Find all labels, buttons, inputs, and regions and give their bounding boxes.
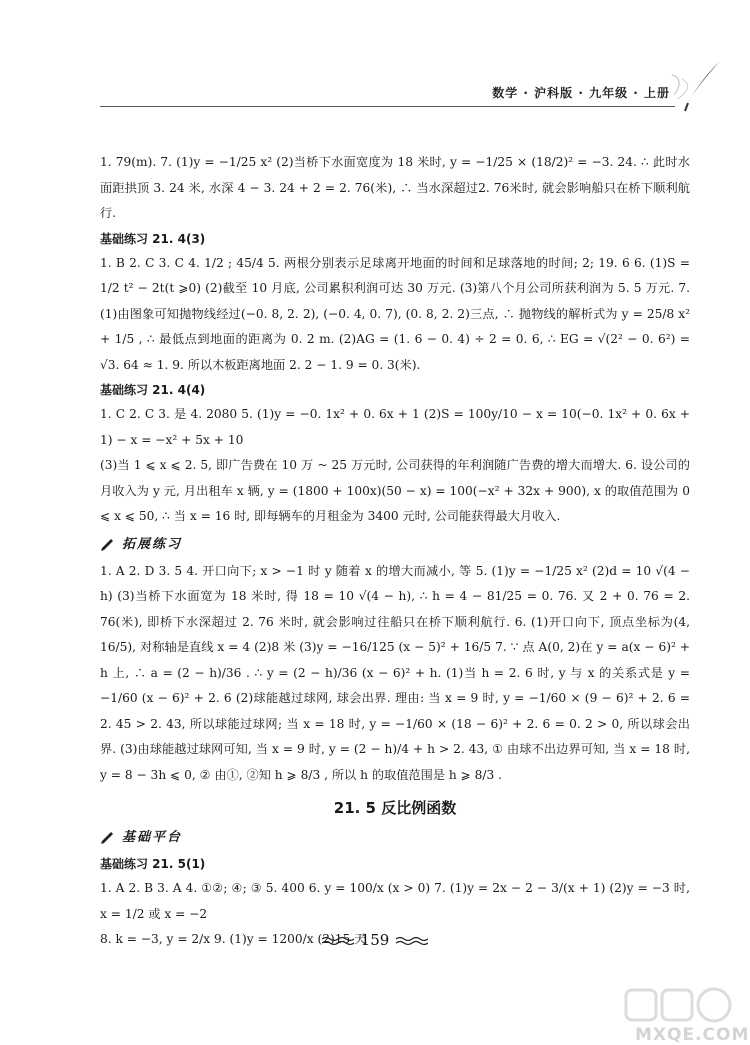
wave-ornament-icon bbox=[394, 936, 428, 946]
answer-paragraph: 1. A 2. D 3. 5 4. 开口向下; x > −1 时 y 随着 x 的增大而减小, 等 5. (1)y = −1/25 x² (2)d = 10 √(4 − h) (3)当桥下水面宽为 18 米时, 得 18 = 10 √(4 − h), ∴ h = 4 − 81/25 = 0. 76. 又 2 + 0. 76 = 2. 76(米), 即桥下水深超过 2. 76 米时, 就会影响过往船只在桥下顺利航行. 6. (1)开口向下, 顶点坐标为(4, 16/5), 对称轴是直线 x = 4 (2)8 米 (3)y = −16/125 (x − 5)² + 16/5 7. ∵ 点 A(0, 2)在 y = a(x − 6)² + h 上, ∴ a = (2 − h)/36 . ∴ y = (2 − h)/36 (x − 6)² + h. (1)当 h = 2. 6 时, y 与 x 的关系式是 y = −1/60 (x − 6)² + 2. 6 (2)球能越过球网, 球会出界. 理由: 当 x = 9 时, y = −1/60 × (9 − 6)² + 2. 6 = 2. 45 > 2. 43, 所以球能过球网; 当 x = 18 时, y = −1/60 × (18 − 6)² + 2. 6 = 0. 2 > 0, 所以球会出界. (3)由球能越过球网可知, 当 x = 9 时, y = (2 − h)/4 + h > 2. 43, ① 由球不出边界可知, 当 x = 18 时, y = 8 − 3h ⩽ 0, ② 由①, ②知 h ⩾ 8/3 , 所以 h 的取值范围是 h ⩾ 8/3 . bbox=[100, 563, 690, 782]
answer-paragraph: 1. 79(m). 7. (1)y = −1/25 x² (2)当桥下水面宽度为 18 米时, y = −1/25 × (18/2)² = −3. 24. ∴ 此时水面距拱顶 3. 24 米, 水深 4 − 3. 24 + 2 = 2. 76(米), ∴ 当水深超过2. 76米时, 就会影响船只在桥下顺利航行. bbox=[100, 155, 690, 220]
answer-paragraph: 1. A 2. B 3. A 4. ①②; ④; ③ 5. 400 6. y = 100/x (x > 0) 7. (1)y = 2x − 2 − 3/(x + 1) (2)y = −3 时, x = 1/2 或 x = −2 bbox=[100, 881, 690, 921]
quill-icon bbox=[668, 55, 728, 115]
answer-paragraph: 1. B 2. C 3. C 4. 1/2 ; 45/4 5. 两根分别表示足球离开地面的时间和足球落地的时间; 2; 19. 6 6. (1)S = 1/2 t² − 2t(t ⩾0) (2)截至 10 月底, 公司累积利润可达 30 万元. (3)第八个月公司所获利润为 5. 5 万元. 7. (1)由图象可知抛物线经过(−0. 8, 2. 2), (−0. 4, 0. 7), (0. 8, 2. 2)三点, ∴ 抛物线的解析式为 y = 25/8 x² + 1/5 , ∴ 最低点到地面的距离为 0. 2 m. (2)AG = (1. 6 − 0. 4) ÷ 2 = 0. 6, ∴ EG = √(2² − 0. 6²) = √3. 64 ≈ 1. 9. 所以木板距离地面 2. 2 − 1. 9 = 0. 3(米). bbox=[100, 255, 690, 372]
answer-paragraph: 8. k = −3, y = 2/x 9. (1)y = 1200/x (2)15 天 bbox=[100, 932, 367, 946]
wave-ornament-icon bbox=[322, 936, 356, 946]
pen-icon bbox=[100, 831, 114, 845]
pen-icon bbox=[100, 538, 114, 552]
watermark-text: MXQE.COM bbox=[635, 1025, 750, 1045]
section-tag bbox=[100, 533, 690, 557]
section-tag bbox=[100, 826, 690, 850]
header-rule bbox=[100, 106, 675, 107]
page-footer bbox=[0, 930, 750, 949]
header-title: 数学 · 沪科版 · 九年级 · 上册 bbox=[492, 86, 670, 100]
exercise-heading: 基础练习 21. 4(3) bbox=[100, 231, 206, 246]
section-tag-label: 基础平台 bbox=[122, 830, 183, 845]
exercise-heading: 基础练习 21. 4(4) bbox=[100, 383, 206, 397]
section-title: 21. 5 反比例函数 bbox=[333, 799, 457, 817]
answer-content bbox=[100, 150, 690, 953]
section-tag-label: 拓展练习 bbox=[122, 536, 183, 552]
page-number: 159 bbox=[360, 931, 390, 949]
exercise-heading: 基础练习 21. 5(1) bbox=[100, 857, 206, 871]
answer-paragraph: (3)当 1 ⩽ x ⩽ 2. 5, 即广告费在 10 万 ~ 25 万元时, 公司获得的年利润随广告费的增大而增大. 6. 设公司的月收入为 y 元, 月出租车 x 辆, y = (1800 + 100x)(50 − x) = 100(−x² + 32x + 900), x 的取值范围为 0 ⩽ x ⩽ 50, ∴ 当 x = 16 时, 即每辆车的月租金为 3400 元时, 公司能获得最大月收入. bbox=[100, 458, 690, 523]
answer-paragraph: 1. C 2. C 3. 是 4. 2080 5. (1)y = −0. 1x² + 0. 6x + 1 (2)S = 100y/10 − x = 10(−0. 1x² + 0. 6x + 1) − x = −x² + 5x + 10 bbox=[100, 407, 690, 447]
